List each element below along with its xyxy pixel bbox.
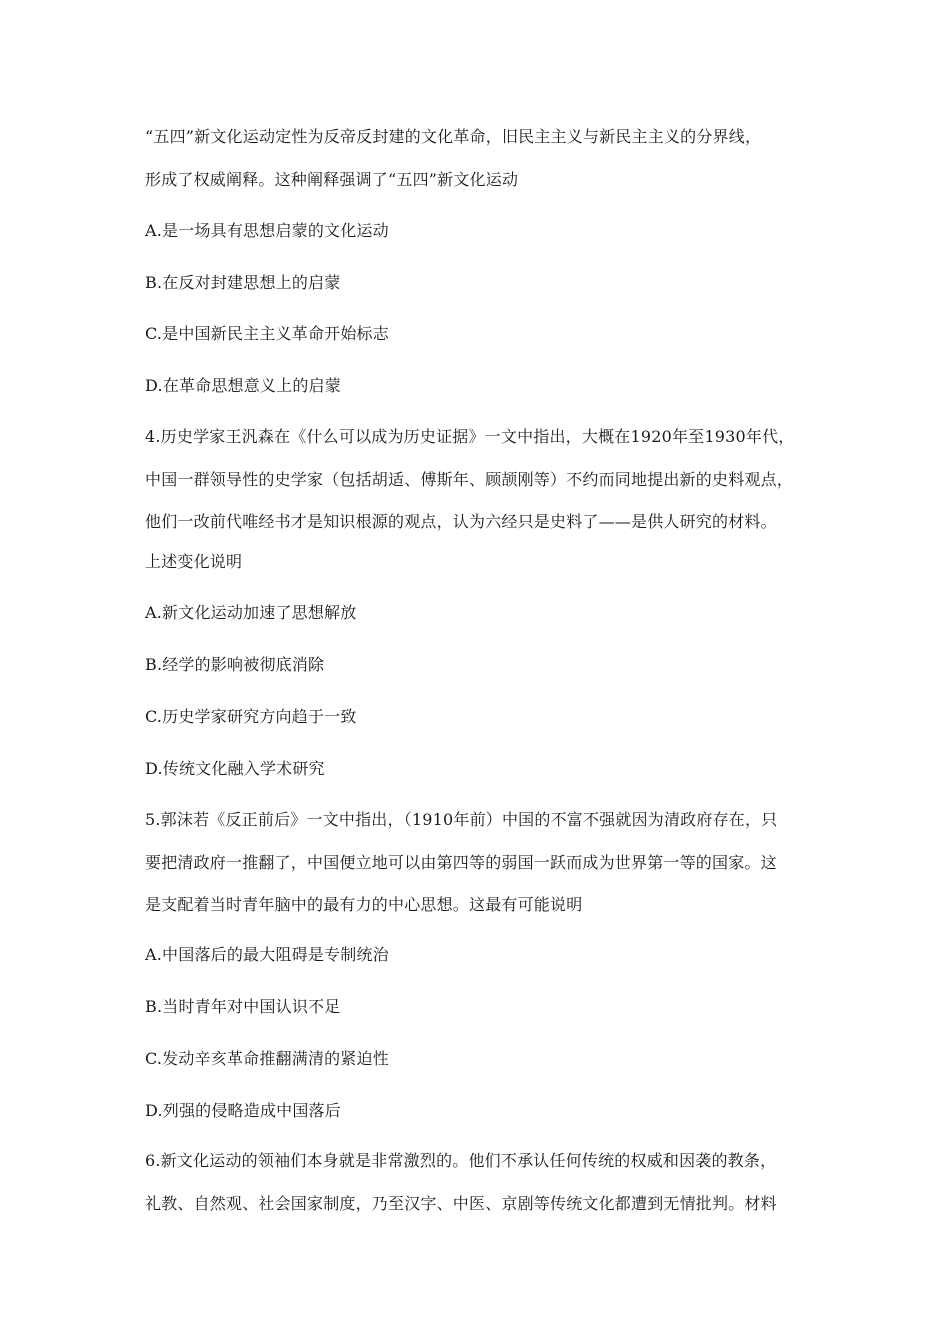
question-4-stem-line: 他们一改前代唯经书才是知识根源的观点，认为六经只是史料了——是供人研究的材料。	[145, 512, 777, 531]
question-4-option-c: C.历史学家研究方向趋于一致	[145, 707, 357, 726]
question-4-option-a: A.新文化运动加速了思想解放	[145, 603, 357, 622]
question-6-stem-line: 礼教、自然观、社会国家制度，乃至汉字、中医、京剧等传统文化都遭到无情批判。材料	[145, 1194, 777, 1213]
question-stem-line: “五四”新文化运动定性为反帝反封建的文化革命，旧民主主义与新民主主义的分界线，	[145, 127, 762, 146]
question-4-option-b: B.经学的影响被彻底消除	[145, 655, 325, 674]
question-4-option-d: D.传统文化融入学术研究	[145, 759, 325, 778]
option-c: C.是中国新民主主义革命开始标志	[145, 324, 389, 343]
option-b: B.在反对封建思想上的启蒙	[145, 273, 341, 292]
question-5-option-b: B.当时青年对中国认识不足	[145, 997, 341, 1016]
question-6-stem-line: 6.新文化运动的领袖们本身就是非常激烈的。他们不承认任何传统的权威和因袭的教条，	[145, 1151, 777, 1170]
question-4-stem-line: 上述变化说明	[145, 552, 243, 571]
question-5-option-a: A.中国落后的最大阻碍是专制统治	[145, 945, 389, 964]
option-a: A.是一场具有思想启蒙的文化运动	[145, 221, 389, 240]
question-stem-line: 形成了权威阐释。这种阐释强调了“五四”新文化运动	[145, 170, 519, 189]
question-4-stem-line: 4.历史学家王汎森在《什么可以成为历史证据》一文中指出，大概在1920年至1930年代，	[145, 427, 795, 446]
question-5-stem-line: 5.郭沫若《反正前后》一文中指出，（1910年前）中国的不富不强就因为清政府存在，只	[145, 810, 778, 829]
question-5-option-d: D.列强的侵略造成中国落后	[145, 1101, 341, 1120]
question-4-stem-line: 中国一群领导性的史学家（包括胡适、傅斯年、顾颉刚等）不约而同地提出新的史料观点，	[145, 470, 794, 489]
question-5-option-c: C.发动辛亥革命推翻满清的紧迫性	[145, 1049, 389, 1068]
question-5-stem-line: 是支配着当时青年脑中的最有力的中心思想。这最有可能说明	[145, 895, 583, 914]
option-d: D.在革命思想意义上的启蒙	[145, 376, 341, 395]
question-5-stem-line: 要把清政府一推翻了，中国便立地可以由第四等的弱国一跃而成为世界第一等的国家。这	[145, 853, 777, 872]
